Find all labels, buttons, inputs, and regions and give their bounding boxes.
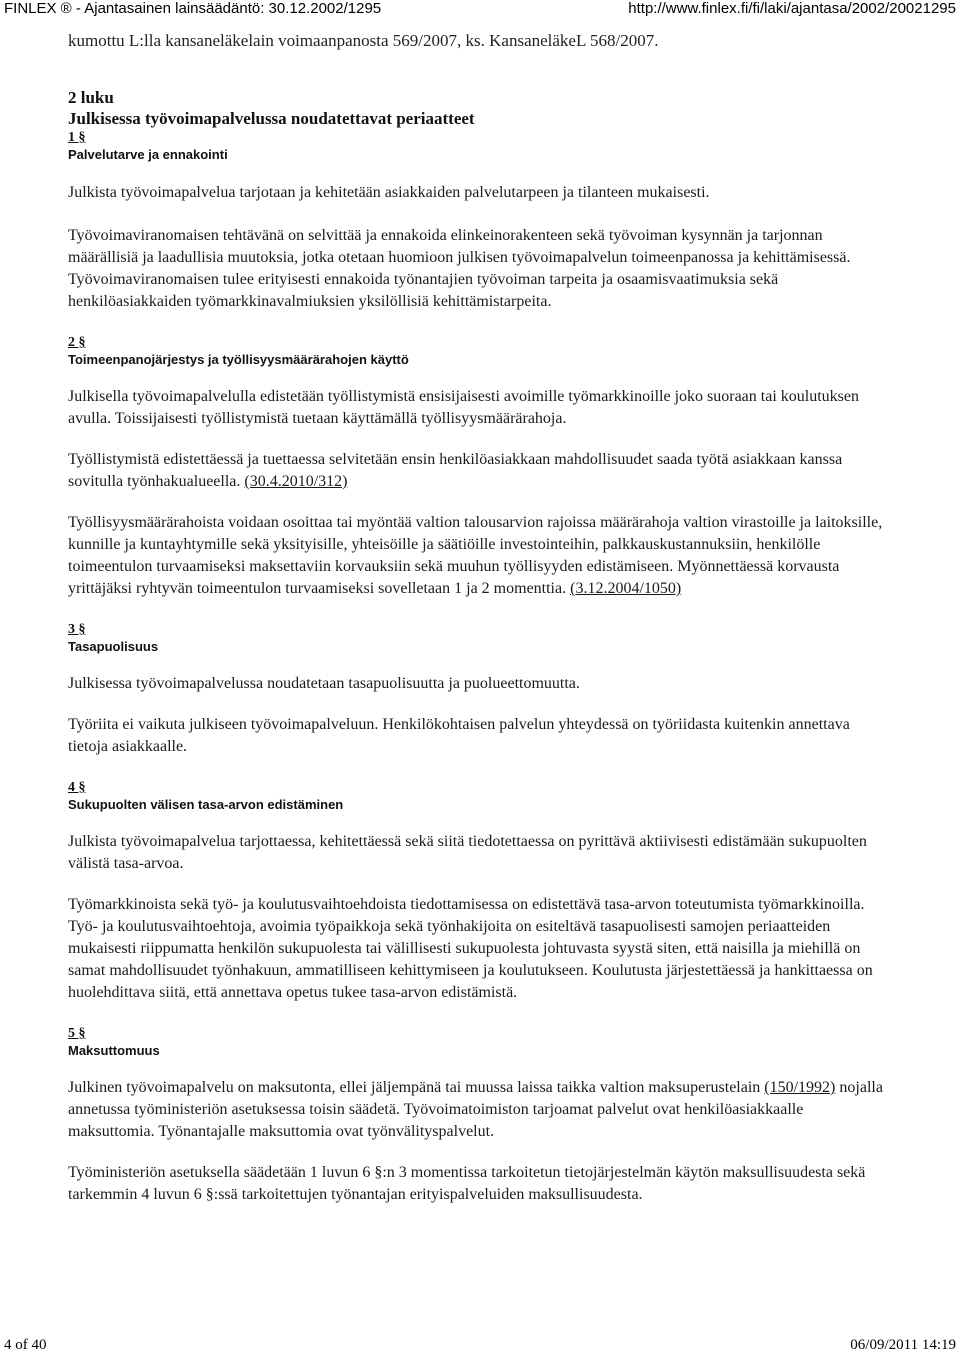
paragraph: Työministeriön asetuksella säädetään 1 luvun 6 §:n 3 momentissa tarkoitetun tietojärjestelmän käytön maksullisuudesta sekä tarkemmin 4 luvun 6 §:ssä tarkoitettujen työnantajan erityispalveluiden maksullisuudesta. <box>68 1164 866 1203</box>
paragraph: Työriita ei vaikuta julkiseen työvoimapalveluun. Henkilökohtaisen palvelun yhteydessä on työriidasta kuitenkin annettava tietoja asiakkaalle. <box>68 716 850 755</box>
page-title: FINLEX ® - Ajantasainen lainsäädäntö: 30.12.2002/1295 <box>4 0 382 17</box>
section-title: Maksuttomuus <box>68 1043 160 1058</box>
paragraph: Työmarkkinoista sekä työ- ja koulutusvaihtoehdoista tiedottamisessa on edistettävä tasa-arvon toteutumista työmarkkinoilla. Työ- ja koulutusvaihtoehtoja, avoimia työpaikkoja sekä työnhakijoita on esiteltävä tasapuolisesti samojen periaatteiden mukaisesti riippumatta henkilön sukupuolesta tai välillisesti sukupuolesta johtuvasta syystä siten, että naisilla ja miehillä on samat mahdollisuudet työnhakuun, ammatilliseen kehittymiseen ja koulutukseen. Koulutusta järjestettäessä ja hankittaessa on huolehdittava siitä, että annettava opetus tukee tasa-arvon edistämistä. <box>68 896 873 1001</box>
law-reference-link[interactable]: (150/1992) <box>764 1079 836 1096</box>
document-content <box>68 88 888 1206</box>
chapter-title: Julkisessa työvoimapalvelussa noudatettavat periaatteet <box>68 109 475 128</box>
section-link[interactable]: 5 § <box>68 1026 86 1041</box>
chapter-number: 2 luku <box>68 88 114 107</box>
print-footer <box>0 1337 960 1357</box>
section-link[interactable]: 4 § <box>68 780 86 795</box>
paragraph: Julkista työvoimapalvelua tarjotaan ja kehitetään asiakkaiden palvelutarpeen ja tilanteen mukaisesti. <box>68 184 710 201</box>
section-link[interactable]: 2 § <box>68 335 86 350</box>
paragraph: Työllisyysmäärärahoista voidaan osoittaa tai myöntää valtion talousarvion rajoissa määrärahoja valtion virastoille ja laitoksille, kunnille ja kuntayhtymille sekä yksityisille, yhteisöille ja säätiöille investointeihin, palkkauskustannuksiin, henkilölle toimeentulon turvaamiseksi maksettaviin korvauksiin sekä muuhun työllisyyden edistämiseen. Myönnettäessä korvausta yrittäjäksi ryhtyvän toimeentulon turvaamiseksi sovelletaan 1 ja 2 momenttia. (3.12.2004/1050) <box>68 514 883 597</box>
section-title: Palvelutarve ja ennakointi <box>68 147 228 162</box>
print-datetime: 06/09/2011 14:19 <box>850 1337 956 1353</box>
paragraph: Julkista työvoimapalvelua tarjottaessa, kehitettäessä sekä siitä tiedotettaessa on pyrittävä aktiivisesti edistämään sukupuolten välistä tasa-arvoa. <box>68 833 867 872</box>
page-counter: 4 of 40 <box>4 1337 47 1353</box>
paragraph: Työvoimaviranomaisen tehtävänä on selvittää ja ennakoida elinkeinorakenteen sekä työvoiman kysynnän ja tarjonnan määrällisiä ja laadullisia muutoksia, jotka otetaan huomioon julkisen työvoimapalvelun toimeenpanossa ja kehittämisessä. Työvoimaviranomaisen tulee erityisesti ennakoida työnantajien työvoiman tarpeita ja osaamisvaatimuksia sekä henkilöasiakkaiden työmarkkinavalmiuksien yksilöllisiä kehittämistarpeita. <box>68 227 851 310</box>
paragraph: Julkinen työvoimapalvelu on maksutonta, ellei jäljempänä tai muussa laissa taikka valtion maksuperustelain (150/1992) nojalla annetussa työministeriön asetuksessa toisin säädetä. Työvoimatoimiston tarjoamat palvelut ovat henkilöasiakkaalle maksuttomia. Työnantajalle maksuttomia ovat työnvälityspalvelut. <box>68 1079 883 1140</box>
print-header <box>0 0 960 22</box>
paragraph: Julkisessa työvoimapalvelussa noudatetaan tasapuolisuutta ja puolueettomuutta. <box>68 675 580 692</box>
section-link[interactable]: 3 § <box>68 622 86 637</box>
paragraph: Julkisella työvoimapalvelulla edistetään työllistymistä ensisijaisesti avoimille työmarkkinoille joko suoraan tai koulutuksen avulla. Toissijaisesti työllistymistä tuetaan käyttämällä työllisyysmäärärahoja. <box>68 388 859 427</box>
section-title: Sukupuolten välisen tasa-arvon edistäminen <box>68 797 344 812</box>
truncated-previous-line: kumottu L:lla kansaneläkelain voimaanpanosta 569/2007, ks. KansaneläkeL 568/2007. <box>68 31 659 50</box>
section-title: Tasapuolisuus <box>68 639 159 654</box>
paragraph: Työllistymistä edistettäessä ja tuettaessa selvitetään ensin henkilöasiakkaan mahdollisuudet saada työtä asiakkaan kanssa sovitulla työnhakualueella. (30.4.2010/312) <box>68 451 843 490</box>
page-url: http://www.finlex.fi/fi/laki/ajantasa/2002/20021295 <box>628 0 956 17</box>
section-5 <box>68 1025 888 1206</box>
section-link[interactable]: 1 § <box>68 130 86 145</box>
section-4 <box>68 779 888 1004</box>
amendment-link[interactable]: (30.4.2010/312) <box>244 473 348 490</box>
amendment-link[interactable]: (3.12.2004/1050) <box>570 580 682 597</box>
section-1 <box>68 129 888 313</box>
section-3 <box>68 621 888 758</box>
section-2 <box>68 334 888 600</box>
section-title: Toimeenpanojärjestys ja työllisyysmäärärahojen käyttö <box>68 352 409 367</box>
